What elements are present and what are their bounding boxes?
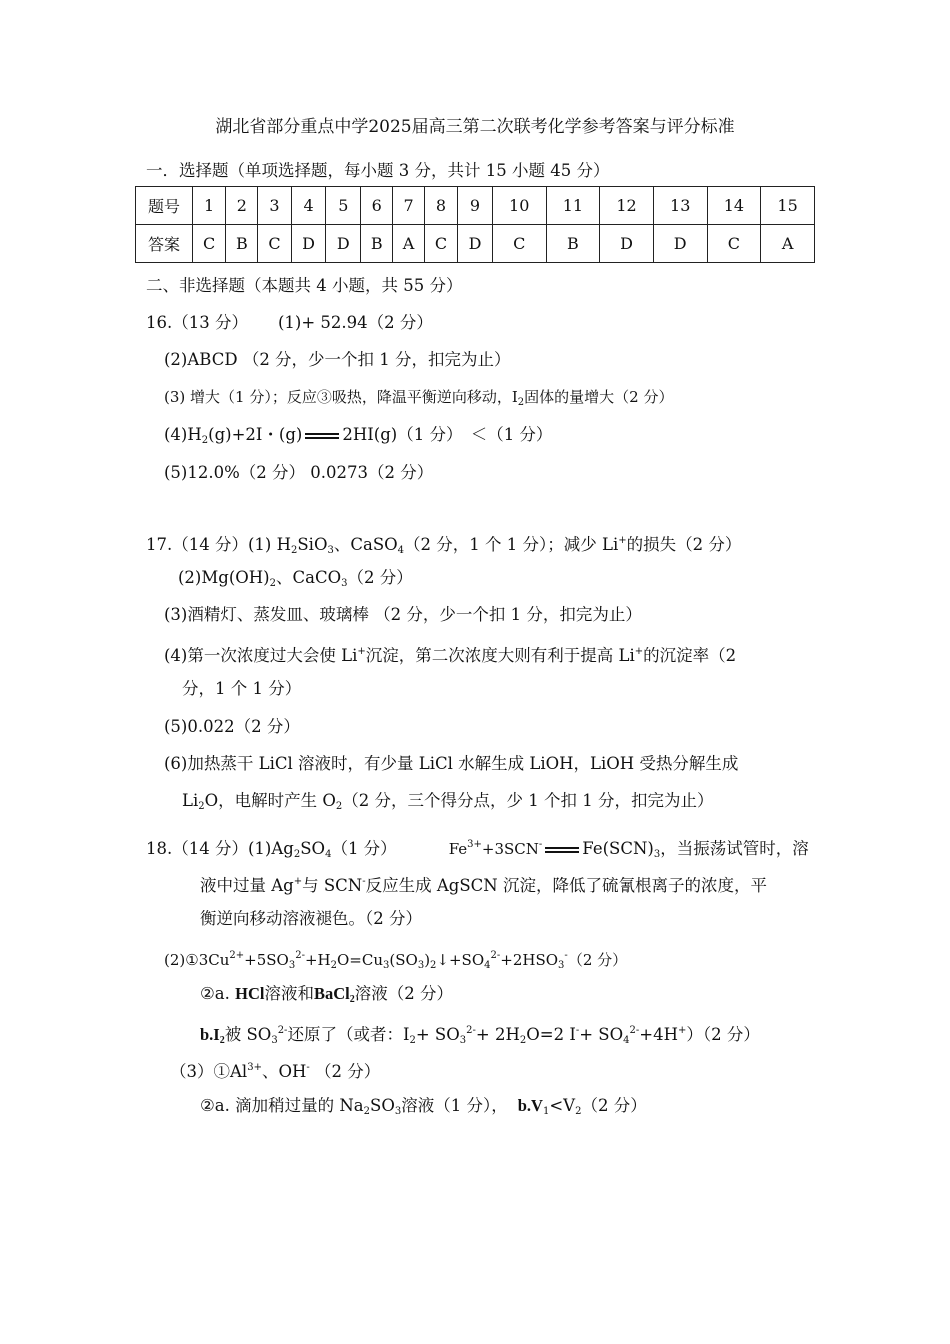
table-cell: A [393,225,425,263]
table-cell: 7 [393,187,425,225]
table-cell: B [226,225,258,263]
table-cell: 2 [226,187,258,225]
table-cell: 5 [326,187,361,225]
section1-heading: 一．选择题（单项选择题，每小题 3 分，共计 15 小题 45 分） [146,161,610,180]
table-cell: C [492,225,546,263]
answer-table [135,186,815,263]
q18-line-8: ②a. 滴加稍过量的 $Na_2SO_3$溶液（1 分）， $b.V_1<V_2(2$ 分） [200,1096,647,1117]
q17-line-5: 分，1 个 1 分） [182,679,302,698]
table-row-numbers [136,187,815,225]
table-row-answers [136,225,815,263]
q16-line-5: (5)12.0%（2 分） 0.0273（2 分） [164,463,434,482]
q18-line-1: 18.（14 分）$(1)Ag_2SO_4(1$ 分） $Fe^{3+}+3SCN^-$ $Fe(SCN)_3$，当振荡试管时，溶 [146,839,809,860]
table-cell: 9 [458,187,493,225]
table-cell: 8 [424,187,457,225]
q16-part-1: (1)+ 52.94（2 分） [277,313,433,332]
table-cell: D [600,225,654,263]
table-cell: 6 [361,187,393,225]
table-cell: 10 [492,187,546,225]
table-cell: 1 [193,187,226,225]
table-cell: D [291,225,326,263]
table-cell: 15 [761,187,815,225]
q16-line-3: (3) 增大（1 分）；反应③吸热，降温平衡逆向移动，$I_2$固体的量增大（2 分） [164,388,674,408]
q17-line-1: 17.（14 分）(1) $H_2SiO_3$、CaSO$_4$（2 分，1 个 1 分）；减少 Li+的损失（2 分） [146,535,742,556]
q17-line-7: (6)加热蒸干 LiCl 溶液时，有少量 LiCl 水解生成 LiOH，LiOH 受热分解生成 [164,754,739,773]
q18-line-6: $b.I_2$被 $SO_3^{2-}$还原了（或者：$I_2+ SO_3^{2-}+ 2H_2O=2$ $I^-+ SO_4^{2-}+4H^+)(2$ 分） [200,1025,760,1046]
q18-line-5: ②a. HCl溶液和BaCl$_2$溶液（2 分） [200,984,453,1005]
q17-line-2: $(2)Mg(OH)_2$、CaCO$_3$（2 分） [178,568,413,589]
table-cell: C [707,225,761,263]
table-cell: 4 [291,187,326,225]
equilibrium-arrow-icon [305,431,339,441]
q18-line-3: 衡逆向移动溶液褪色。（2 分） [200,909,422,928]
table-cell: A [761,225,815,263]
table-cell: 13 [653,187,707,225]
document-title: 湖北省部分重点中学2025届高三第二次联考化学参考答案与评分标准 [215,117,735,137]
table-cell: D [458,225,493,263]
q16-line-1 [146,312,433,334]
q17-line-4: (4)第一次浓度过大会使 Li+沉淀，第二次浓度大则有利于提高 Li+的沉淀率（2 [164,646,737,665]
q18-line-4: $(2)①3Cu^{2+}+5SO_3^{2-}+H_2O=Cu_3(SO_3)_2↓+SO_4^{2-}+2HSO_3^-(2$ 分） [164,950,628,971]
table-cell: 11 [546,187,600,225]
equilibrium-arrow-icon [545,845,579,855]
table-cell: B [546,225,600,263]
row-label-answers: 答案 [136,225,193,263]
table-cell: 3 [258,187,291,225]
table-cell: B [361,225,393,263]
table-cell: 14 [707,187,761,225]
q17-line-6: (5)0.022（2 分） [164,717,300,736]
q17-line-3: (3)酒精灯、蒸发皿、玻璃棒 （2 分，少一个扣 1 分，扣完为止） [164,605,642,624]
q18-line-7: $(3)①Al^{3+}$、OH- （2 分） [170,1062,381,1081]
row-label-numbers: 题号 [136,187,193,225]
section2-heading: 二、非选择题（本题共 4 小题，共 55 分） [146,276,463,295]
table-cell: D [653,225,707,263]
table-cell: C [258,225,291,263]
q16-line-2: (2)ABCD （2 分，少一个扣 1 分，扣完为止） [164,350,511,369]
table-cell: C [193,225,226,263]
table-cell: D [326,225,361,263]
table-cell: 12 [600,187,654,225]
q16-header: 16.（13 分） [146,313,248,332]
q18-line-2: 液中过量 Ag+与 SCN-反应生成 AgSCN 沉淀，降低了硫氰根离子的浓度，平 [200,876,767,895]
table-cell: C [424,225,457,263]
q17-line-8: $Li_2O$，电解时产生 $O_2(2$ 分，三个得分点，少 1 个扣 1 分，扣完为止） [182,791,714,812]
q16-line-4: $(4)H_2(g)+2I$・(g) 2HI(g)（1 分） ＜（1 分） [164,425,553,446]
